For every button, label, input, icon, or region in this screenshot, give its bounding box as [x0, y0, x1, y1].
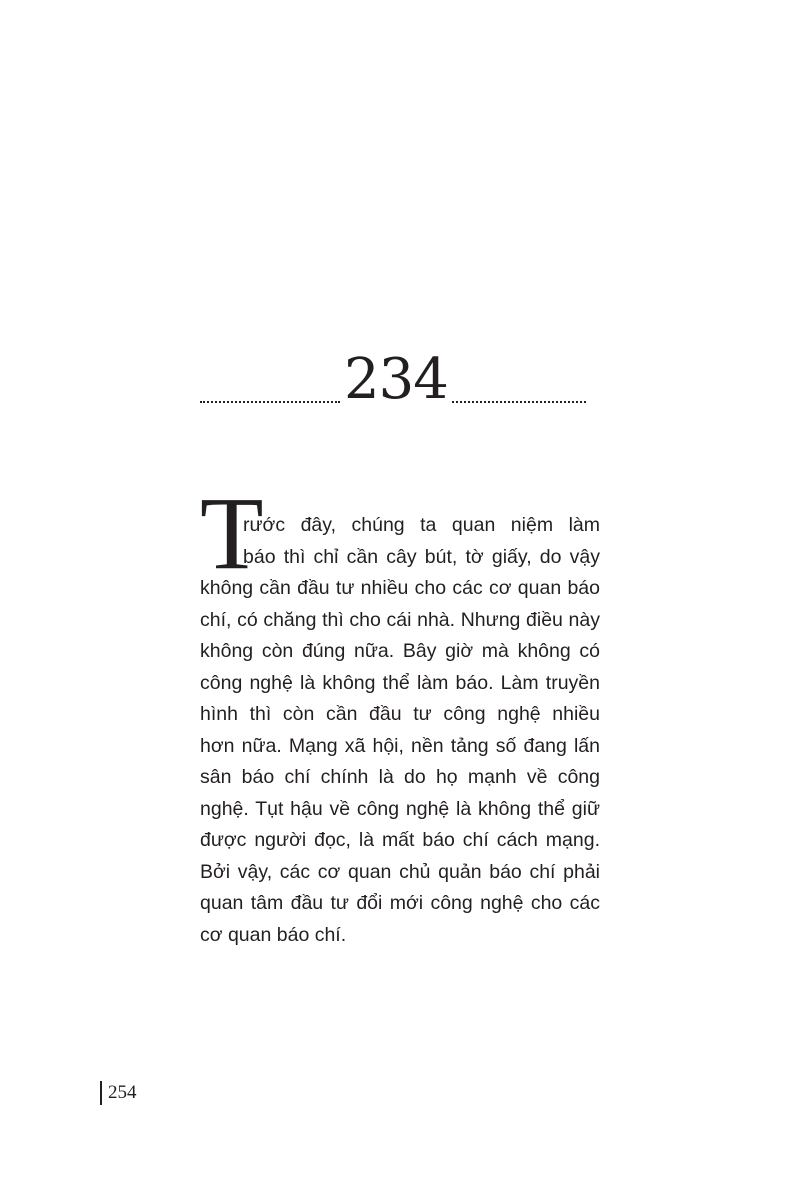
- paragraph-line: báo thì chỉ cần cây bút, tờ giấy, do vậy: [243, 545, 600, 568]
- paragraph-line: không cần đầu tư nhiều cho các cơ quan báo: [200, 577, 600, 599]
- drop-cap: T: [200, 476, 264, 591]
- page-number: 254: [108, 1082, 137, 1103]
- paragraph-line: hơn nữa. Mạng xã hội, nền tảng số đang lấn: [200, 734, 600, 757]
- section-header: [200, 345, 588, 415]
- paragraph-line: hình thì còn cần đầu tư công nghệ nhiều: [200, 703, 600, 725]
- paragraph-line: chí, có chăng thì cho cái nhà. Nhưng điều này: [200, 608, 600, 631]
- dotted-rule-left: [200, 401, 340, 403]
- paragraph-line: không còn đúng nữa. Bây giờ mà không có: [200, 640, 600, 662]
- page-folio: [100, 1080, 137, 1106]
- paragraph-line: nghệ. Tụt hậu về công nghệ là không thể giữ: [200, 797, 600, 820]
- section-number: 234: [344, 347, 448, 412]
- paragraph-line: công nghệ là không thể làm báo. Làm truyền: [200, 671, 600, 694]
- paragraph-line: sân báo chí chính là do họ mạnh về công: [200, 766, 600, 788]
- body-paragraph: [200, 510, 600, 951]
- paragraph-line: được người đọc, là mất báo chí cách mạng.: [200, 829, 600, 851]
- dotted-rule-right: [452, 401, 586, 403]
- paragraph-line: quan tâm đầu tư đổi mới công nghệ cho các: [200, 892, 600, 914]
- paragraph-line: Bởi vậy, các cơ quan chủ quản báo chí phải: [200, 860, 600, 883]
- folio-bar: [100, 1081, 102, 1105]
- paragraph-line: cơ quan báo chí.: [200, 923, 347, 946]
- paragraph-line: rước đây, chúng ta quan niệm làm: [243, 514, 600, 536]
